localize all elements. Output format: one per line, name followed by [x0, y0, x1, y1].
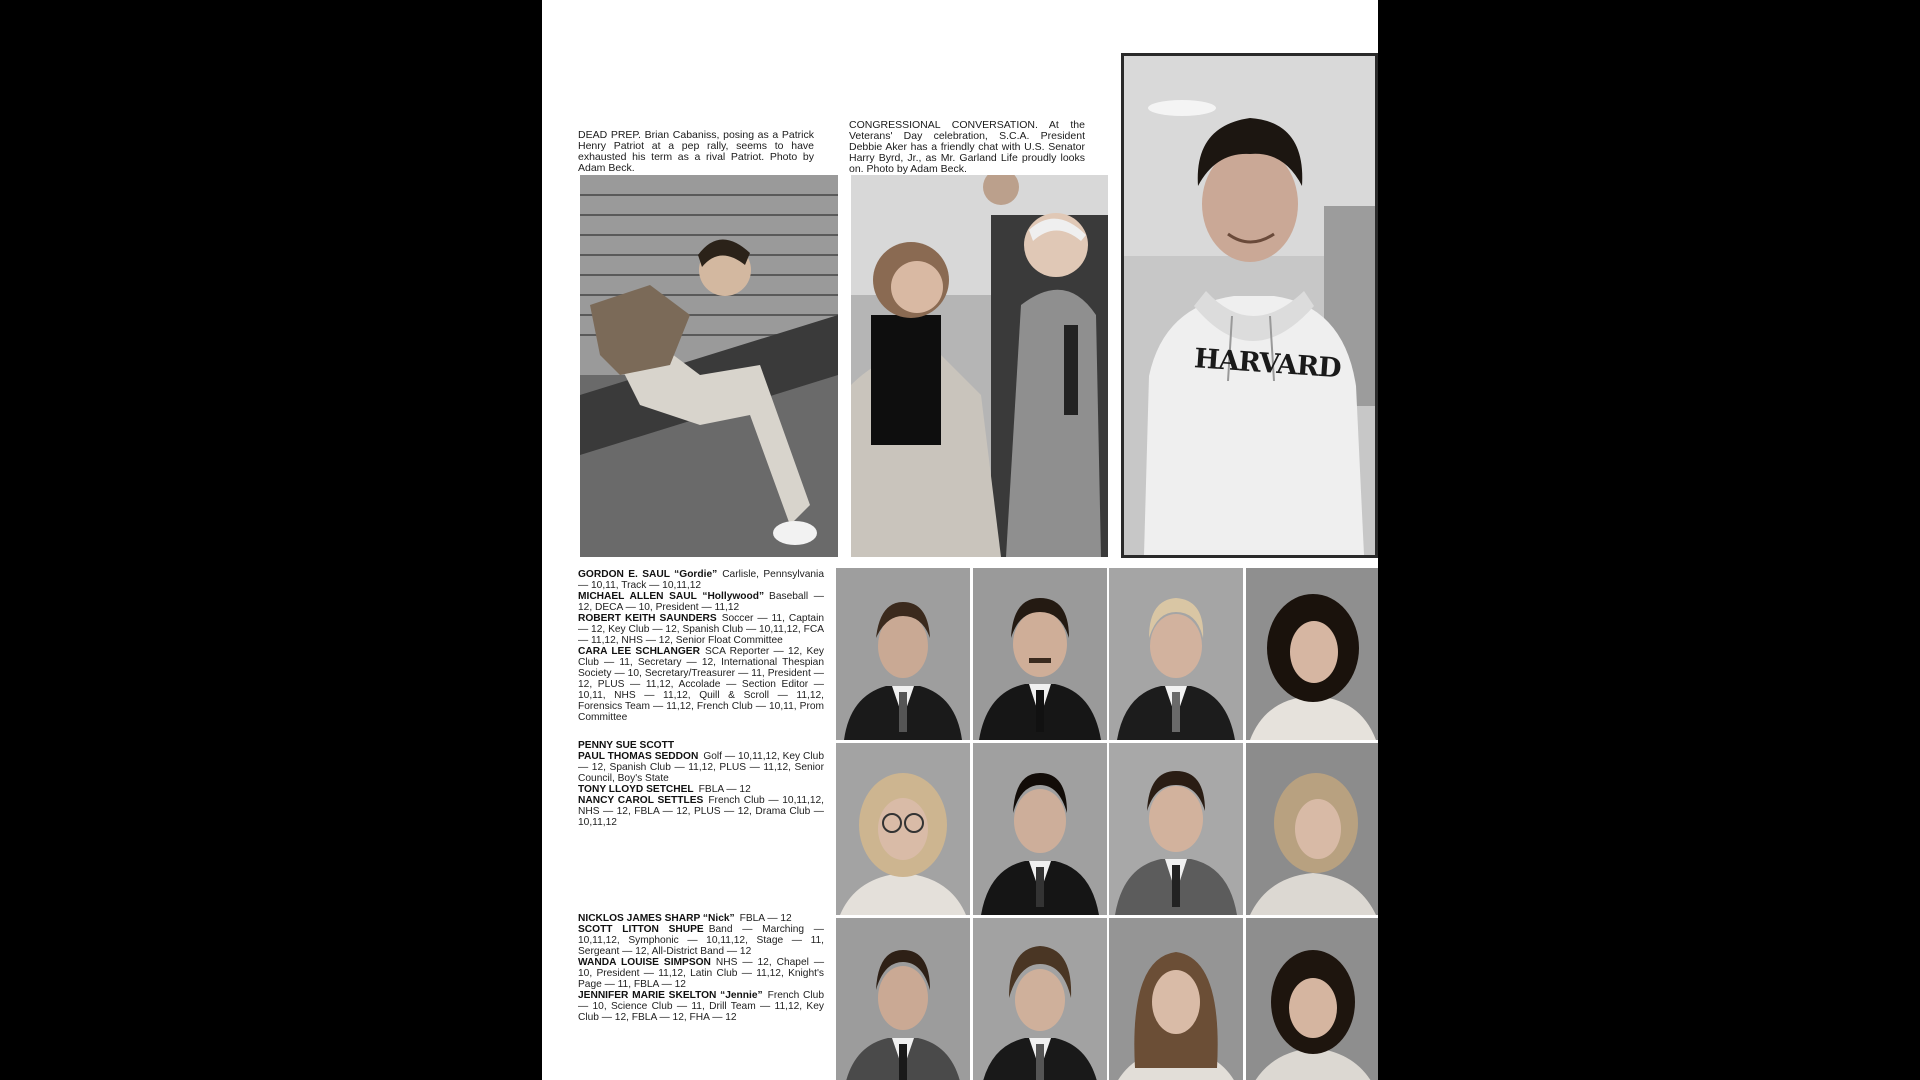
bio-name: NANCY CAROL SETTLES [578, 795, 704, 806]
bio-details: FBLA — 12 [739, 913, 792, 924]
bio-details: French Club — 10, Science Club — 11, Drill Team — 11,12, Key Club — 12, FBLA — 12, FHA — 12 [578, 990, 824, 1023]
bio-group-2 [578, 740, 824, 828]
portrait-male-dark-hair [973, 743, 1107, 915]
bio-entry [578, 591, 824, 613]
bio-details: Baseball — 12, DECA — 10, President — 11,12 [578, 591, 824, 613]
portrait-female-dark-bob [1246, 918, 1379, 1080]
bio-entry [578, 913, 824, 924]
caption-dead-prep: DEAD PREP. Brian Cabaniss, posing as a Patrick Henry Patriot at a pep rally, seems to have exhausted his term as a rival Patriot. Photo by Adam Beck. [578, 129, 814, 174]
portrait-male-plaid-suit [836, 918, 970, 1080]
bio-name: PENNY SUE SCOTT [578, 740, 675, 751]
portrait-male-mustache [973, 568, 1107, 740]
bio-entry [578, 751, 824, 784]
bio-entry [578, 990, 824, 1023]
bio-name: MICHAEL ALLEN SAUL “Hollywood” [578, 591, 765, 602]
bio-name: ROBERT KEITH SAUNDERS [578, 613, 717, 624]
bio-details: Carlisle, Pennsylvania — 10,11, Track — 10,11,12 [578, 569, 824, 591]
portrait-grid [836, 568, 1378, 1080]
bio-entry [578, 646, 824, 723]
photo-veterans-day [851, 175, 1108, 557]
bio-details: Band — Marching — 10,11,12, Symphonic — 10,11,12, Stage — 11, Sergeant — 12, All-District Band — 12 [578, 924, 824, 957]
portrait-female-long-hair [1109, 918, 1243, 1080]
bio-group-1 [578, 569, 824, 723]
bio-name: NICKLOS JAMES SHARP “Nick” [578, 913, 735, 924]
bio-name: JENNIFER MARIE SKELTON “Jennie” [578, 990, 763, 1001]
bio-entry [578, 795, 824, 828]
bio-entry [578, 924, 824, 957]
portrait-male-blond [1109, 568, 1243, 740]
bio-name: SCOTT LITTON SHUPE [578, 924, 704, 935]
sweatshirt-lettering: HARVARD [1193, 343, 1342, 385]
bio-name: GORDON E. SAUL “Gordie” [578, 569, 718, 580]
photo-harvard-sweatshirt [1121, 53, 1378, 558]
bio-details: FBLA — 12 [698, 784, 751, 795]
portrait-male-shaggy-hair [973, 918, 1107, 1080]
bio-name: TONY LLOYD SETCHEL [578, 784, 694, 795]
bio-details: Golf — 10,11,12, Key Club — 12, Spanish Club — 11,12, PLUS — 11,12, Senior Council, Boy's State [578, 751, 824, 784]
portrait-female-feathered [1246, 743, 1379, 915]
portrait-male-suit [836, 568, 970, 740]
bio-details: NHS — 12, Chapel — 10, President — 11,12, Latin Club — 11,12, Knight's Page — 11, FBLA — 12 [578, 957, 825, 990]
bio-entry [578, 613, 824, 646]
bio-entry [578, 740, 824, 751]
bio-details: SCA Reporter — 12, Key Club — 11, Secretary — 12, International Thespian Society — 10, Secretary/Treasurer — 11, President — 12, PLUS — 11,12, Accolade — Section Editor — 10,11, NHS — 11,12, Quill & Scroll — 11,12, Forensics Team — 11,12, French Club — 10,11, Prom Committee [578, 646, 825, 723]
portrait-female-curly [1246, 568, 1379, 740]
bio-details: Soccer — 11, Captain — 12, Key Club — 12, Spanish Club — 10,11,12, FCA — 11,12, NHS — 12, Senior Float Committee [578, 613, 824, 646]
bio-group-3 [578, 913, 824, 1023]
bio-entry [578, 569, 824, 591]
bio-name: PAUL THOMAS SEDDON [578, 751, 699, 762]
portrait-male-gray-suit [1109, 743, 1243, 915]
portrait-female-glasses [836, 743, 970, 915]
photo-pep-rally [580, 175, 838, 557]
caption-congressional-conversation: CONGRESSIONAL CONVERSATION. At the Veterans' Day celebration, S.C.A. President Debbie Aker has a friendly chat with U.S. Senator Harry Byrd, Jr., as Mr. Garland Life proudly looks on. Photo by Adam Beck. [849, 119, 1085, 175]
bio-entry [578, 784, 824, 795]
bio-entry [578, 957, 824, 990]
bio-name: WANDA LOUISE SIMPSON [578, 957, 711, 968]
bio-details: French Club — 10,11,12, NHS — 12, FBLA — 12, PLUS — 12, Drama Club — 10,11,12 [578, 795, 824, 828]
bio-name: CARA LEE SCHLANGER [578, 646, 700, 657]
yearbook-page [542, 0, 1378, 1080]
